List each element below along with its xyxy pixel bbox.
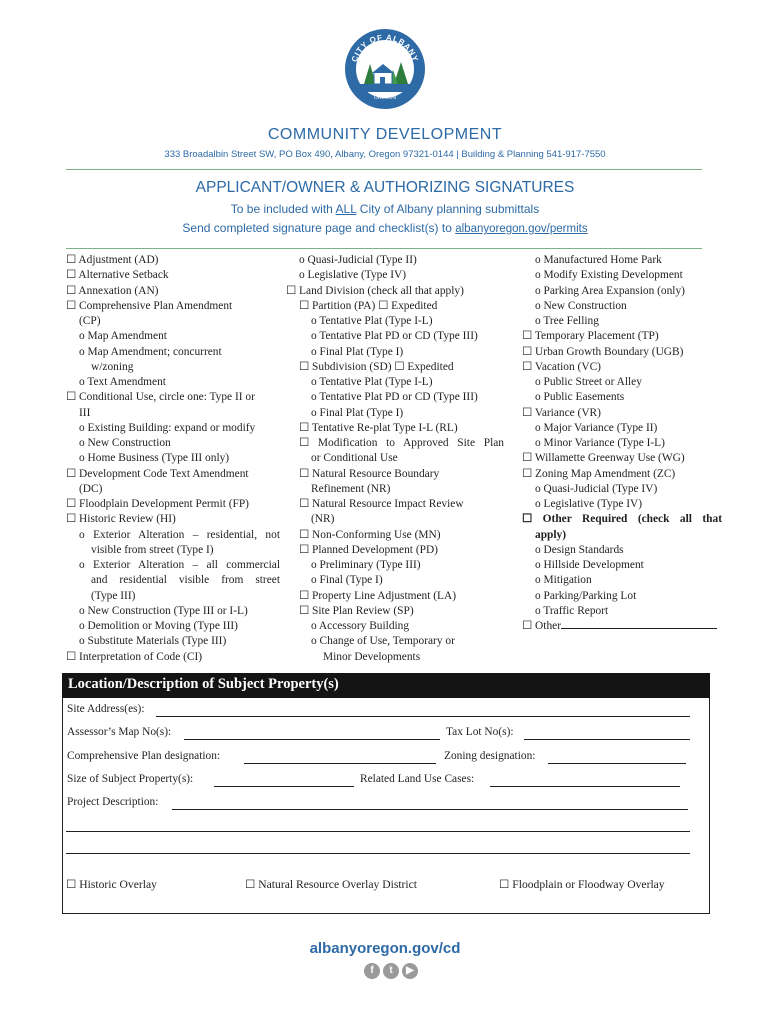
checkbox-item[interactable]: ☐ Interpretation of Code (CI) — [66, 650, 203, 663]
checkbox-item[interactable]: ☐ Tentative Re-plat Type I-L (RL) — [299, 421, 458, 434]
checkbox-item[interactable]: ☐ Annexation (AN) — [66, 284, 159, 297]
option-item[interactable]: o Legislative (Type IV) — [535, 498, 643, 510]
checkbox-item[interactable]: ☐ Other Required (check all that — [522, 513, 722, 526]
option-item[interactable]: o Mitigation — [535, 574, 592, 587]
option-item[interactable]: o Parking Area Expansion (only) — [535, 284, 685, 297]
svg-text:CITY OF ALBANY: CITY OF ALBANY — [349, 32, 421, 64]
option-item[interactable]: o Tentative Plat PD or CD (Type III) — [311, 330, 478, 343]
checkbox-item[interactable]: ☐ Comprehensive Plan Amendment — [66, 299, 233, 312]
tax-lot-label: Tax Lot No(s): — [446, 726, 514, 738]
option-item[interactable]: o Traffic Report — [535, 604, 609, 617]
option-item[interactable]: o Manufactured Home Park — [535, 254, 662, 266]
zoning-field[interactable] — [548, 763, 686, 764]
option-item[interactable]: o Tentative Plat PD or CD (Type III) — [311, 391, 478, 404]
option-item[interactable]: o Map Amendment — [79, 330, 167, 343]
floodplain-overlay-checkbox[interactable]: ☐ Floodplain or Floodway Overlay — [499, 878, 665, 891]
city-seal-logo — [344, 28, 426, 110]
related-cases-label: Related Land Use Cases: — [360, 773, 475, 785]
title-divider — [66, 248, 702, 249]
other-label: ☐ Other — [522, 620, 561, 632]
comp-plan-label: Comprehensive Plan designation: — [67, 750, 221, 762]
site-address-field[interactable] — [156, 716, 690, 717]
item-continuation: and residential visible from street — [91, 574, 280, 587]
option-item[interactable]: o Preliminary (Type III) — [311, 559, 421, 571]
item-continuation: (DC) — [79, 482, 103, 495]
checkbox-item[interactable]: ☐ Floodplain Development Permit (FP) — [66, 498, 249, 510]
location-section-header: Location/Description of Subject Property(s) — [62, 673, 710, 698]
checkbox-item[interactable]: ☐ Willamette Greenway Use (WG) — [522, 452, 685, 465]
related-cases-field[interactable] — [490, 786, 680, 787]
option-item[interactable]: o Substitute Materials (Type III) — [79, 635, 227, 648]
option-item[interactable]: o Tentative Plat (Type I-L) — [311, 315, 433, 327]
option-item[interactable]: o Final Plat (Type I) — [311, 406, 404, 419]
application-types-column-3 — [522, 253, 722, 634]
project-description-line[interactable] — [66, 831, 690, 832]
checkbox-item[interactable]: ☐ Partition (PA) ☐ Expedited — [299, 299, 438, 312]
property-size-field[interactable] — [214, 786, 354, 787]
option-item[interactable]: o New Construction — [535, 299, 627, 312]
item-continuation: (NR) — [311, 513, 335, 526]
option-item[interactable]: o Exterior Alteration – residential, not — [79, 528, 280, 541]
checkbox-item[interactable]: ☐ Historic Review (HI) — [66, 513, 176, 526]
checkbox-item[interactable]: ☐ Temporary Placement (TP) — [522, 330, 659, 343]
item-continuation: apply) — [535, 528, 567, 541]
property-size-label: Size of Subject Property(s): — [67, 773, 194, 785]
application-types-column-2 — [286, 253, 504, 665]
subtitle: To be included with ALL City of Albany planning submittals — [230, 202, 540, 216]
item-continuation: visible from street (Type I) — [91, 543, 214, 556]
project-description-label: Project Description: — [67, 796, 159, 808]
option-item[interactable]: o Map Amendment; concurrent — [79, 345, 222, 358]
checkbox-item[interactable]: ☐ Subdivision (SD) ☐ Expedited — [299, 360, 454, 373]
checkbox-item[interactable]: ☐ Alternative Setback — [66, 269, 169, 282]
page-title: APPLICANT/OWNER & AUTHORIZING SIGNATURES — [195, 179, 575, 196]
assessor-map-field[interactable] — [184, 739, 440, 740]
option-item[interactable]: o New Construction (Type III or I-L) — [79, 604, 248, 617]
comp-plan-field[interactable] — [244, 763, 436, 764]
option-item[interactable]: o Major Variance (Type II) — [535, 421, 658, 434]
application-types-column-1 — [66, 253, 280, 665]
option-item[interactable]: o New Construction — [79, 437, 171, 449]
checkbox-item[interactable]: ☐ Vacation (VC) — [522, 360, 601, 373]
facebook-icon[interactable]: f — [364, 963, 380, 979]
permits-link[interactable]: albanyoregon.gov/permits — [455, 223, 588, 235]
send-instructions: Send completed signature page and checklist(s) to albanyoregon.gov/permits — [182, 221, 588, 235]
checkbox-item[interactable]: ☐ Non-Conforming Use (MN) — [299, 528, 441, 541]
option-item[interactable]: o Tree Felling — [535, 315, 599, 327]
checkbox-item[interactable]: ☐ Natural Resource Boundary — [299, 467, 440, 480]
checkbox-item[interactable]: ☐ Property Line Adjustment (LA) — [299, 589, 456, 602]
option-item[interactable]: o Demolition or Moving (Type III) — [79, 620, 238, 632]
option-item[interactable]: o Tentative Plat (Type I-L) — [311, 376, 433, 388]
checkbox-item[interactable]: ☐ Natural Resource Impact Review — [299, 498, 464, 510]
option-item[interactable]: o Parking/Parking Lot — [535, 589, 637, 602]
project-description-line[interactable] — [66, 853, 690, 854]
department-address: 333 Broadalbin Street SW, PO Box 490, Albany, Oregon 97321-0144 | Building & Planning 541-917-7550 — [164, 149, 606, 160]
option-item[interactable]: o Final (Type I) — [311, 574, 383, 587]
tax-lot-field[interactable] — [524, 739, 690, 740]
checkbox-item[interactable] — [522, 619, 722, 634]
item-continuation: or Conditional Use — [311, 452, 398, 465]
checkbox-item[interactable]: ☐ Site Plan Review (SP) — [299, 604, 414, 617]
option-item[interactable]: o Quasi-Judicial (Type II) — [299, 254, 417, 266]
checkbox-item[interactable]: ☐ Adjustment (AD) — [66, 254, 159, 266]
option-item[interactable]: o Exterior Alteration – all commercial — [79, 559, 280, 571]
option-item[interactable]: o Text Amendment — [79, 376, 166, 388]
option-item[interactable]: o Home Business (Type III only) — [79, 452, 230, 465]
option-item[interactable]: o Quasi-Judicial (Type IV) — [535, 482, 658, 495]
option-item[interactable]: o Legislative (Type IV) — [299, 269, 407, 282]
department-name: COMMUNITY DEVELOPMENT — [267, 126, 503, 143]
option-item[interactable]: o Minor Variance (Type I-L) — [535, 437, 665, 449]
checkbox-item[interactable]: ☐ Variance (VR) — [522, 406, 601, 419]
item-continuation: (Type III) — [91, 589, 136, 602]
twitter-icon[interactable]: t — [383, 963, 399, 979]
option-item[interactable]: o Design Standards — [535, 543, 624, 556]
assessor-map-label: Assessor’s Map No(s): — [67, 726, 172, 738]
footer-website-link[interactable]: albanyoregon.gov/cd — [309, 940, 461, 957]
item-continuation: w/zoning — [91, 360, 134, 373]
historic-overlay-checkbox[interactable]: ☐ Historic Overlay — [66, 878, 157, 891]
site-address-label: Site Address(es): — [67, 703, 145, 715]
youtube-icon[interactable]: ▶ — [402, 963, 418, 979]
zoning-label: Zoning designation: — [444, 750, 536, 762]
option-item[interactable]: o Modify Existing Development — [535, 269, 683, 282]
option-item[interactable]: o Final Plat (Type I) — [311, 345, 404, 358]
project-description-field[interactable] — [172, 809, 688, 810]
checkbox-item[interactable]: ☐ Planned Development (PD) — [299, 543, 438, 556]
option-item[interactable]: o Public Easements — [535, 391, 625, 404]
item-continuation: (CP) — [79, 315, 101, 327]
checkbox-item[interactable]: ☐ Modification to Approved Site Plan — [299, 437, 504, 449]
checkbox-item[interactable]: ☐ Development Code Text Amendment — [66, 467, 249, 480]
option-item[interactable]: o Change of Use, Temporary or — [311, 635, 455, 648]
header-divider — [66, 169, 702, 170]
checkbox-item[interactable]: ☐ Conditional Use, circle one: Type II or — [66, 391, 255, 404]
option-item[interactable]: o Public Street or Alley — [535, 376, 642, 388]
natural-resource-overlay-checkbox[interactable]: ☐ Natural Resource Overlay District — [245, 878, 418, 891]
option-item[interactable]: o Accessory Building — [311, 620, 410, 632]
option-item[interactable]: o Existing Building: expand or modify — [79, 421, 256, 434]
other-input-line[interactable] — [561, 619, 717, 629]
checkbox-item[interactable]: ☐ Urban Growth Boundary (UGB) — [522, 345, 684, 358]
item-continuation: Minor Developments — [323, 650, 421, 663]
svg-text:OREGON: OREGON — [373, 95, 397, 101]
option-item[interactable]: o Hillside Development — [535, 559, 644, 571]
checkbox-item[interactable]: ☐ Zoning Map Amendment (ZC) — [522, 467, 676, 480]
item-continuation: Refinement (NR) — [311, 482, 391, 495]
checkbox-item[interactable]: ☐ Land Division (check all that apply) — [286, 284, 464, 297]
item-continuation: III — [79, 406, 91, 419]
